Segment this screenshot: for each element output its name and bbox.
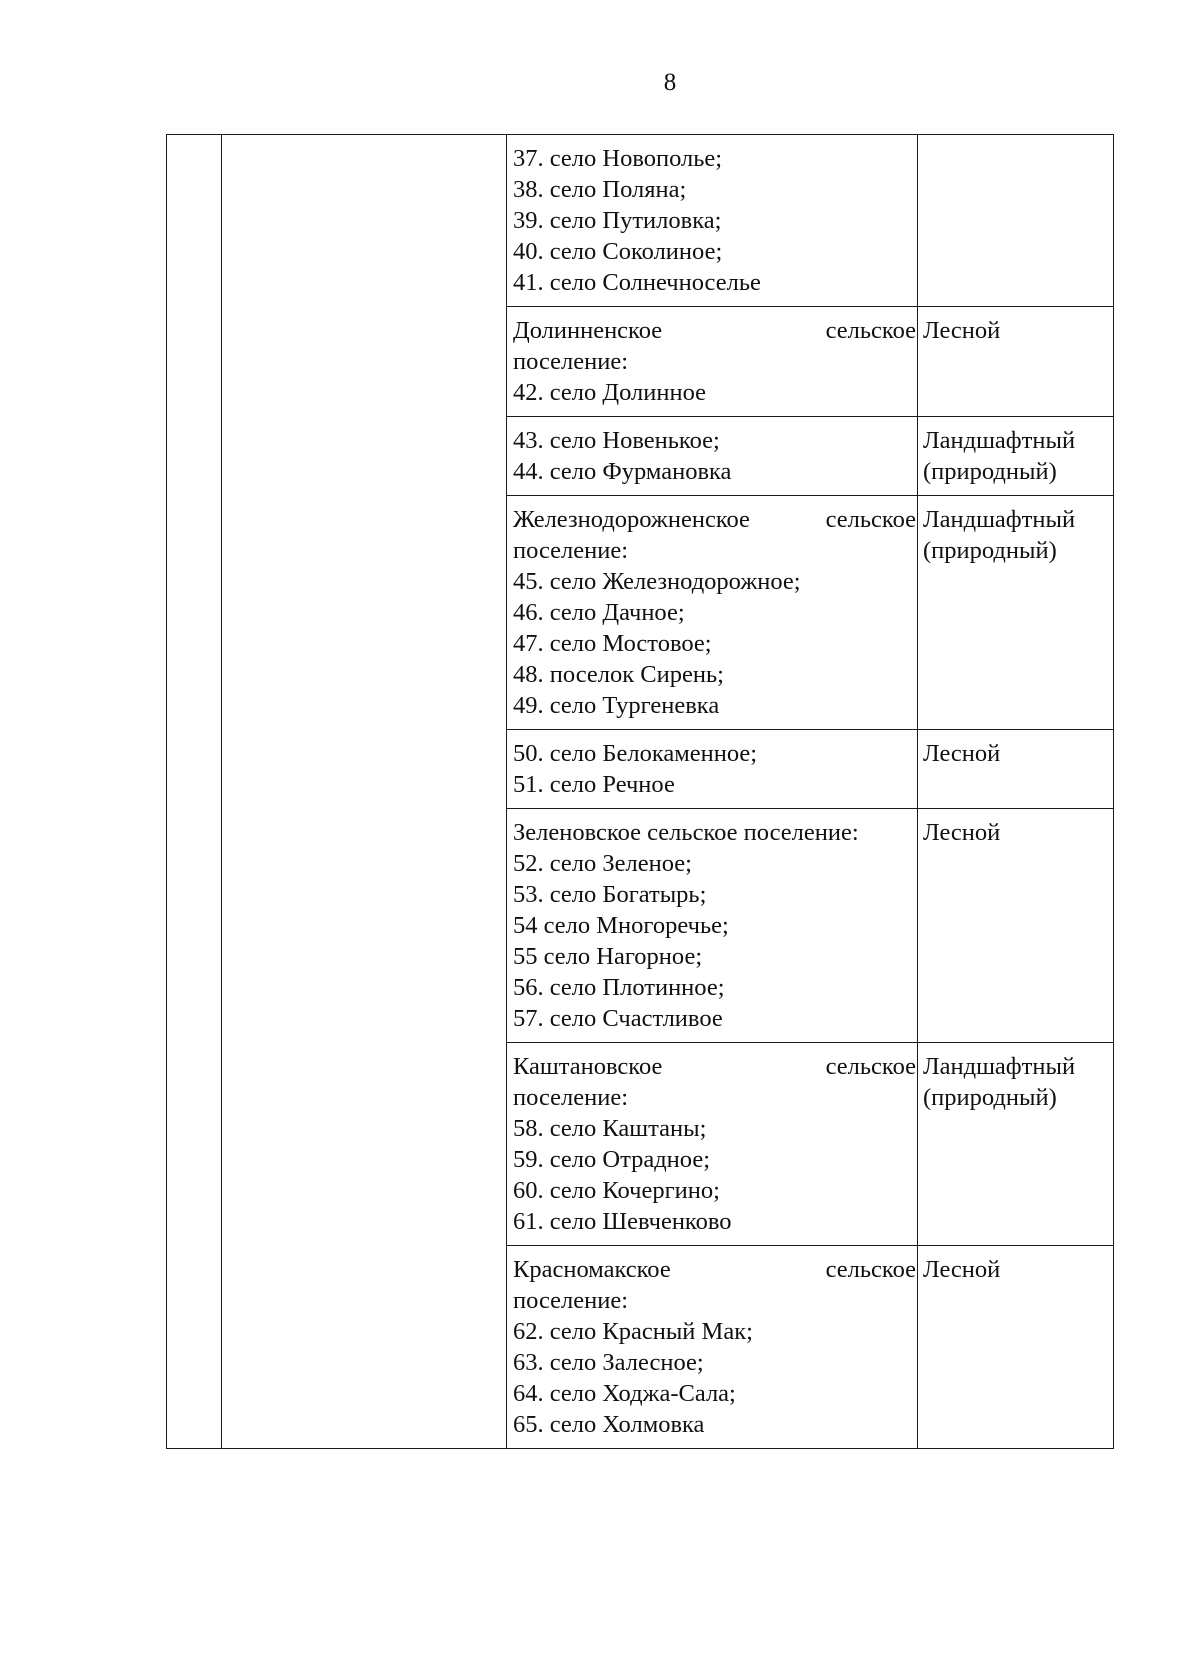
type-label: (природный) [923,458,1057,485]
settlement-heading-continued: поселение: [513,537,629,564]
type-label: Ландшафтный [923,427,1076,454]
list-item: 44. село Фурмановка [513,458,732,485]
list-item: 38. село Поляна; [513,176,687,203]
settlement-heading [513,315,916,346]
first-column-cell [167,135,222,1449]
list-item: 42. село Долинное [513,379,707,406]
list-item: 43. село Новенькое; [513,427,720,454]
settlements-cell [507,1246,918,1449]
settlements-table [166,134,1114,1449]
list-item: 64. село Ходжа-Сала; [513,1380,736,1407]
settlement-heading-continued: поселение: [513,1287,629,1314]
type-label: (природный) [923,1084,1057,1111]
list-item: 56. село Плотинное; [513,974,725,1001]
list-item: 45. село Железнодорожное; [513,568,801,595]
settlement-heading [513,1254,916,1285]
heading-right-word: сельское [825,317,916,344]
settlements-cell [507,307,918,417]
type-cell [918,496,1114,730]
settlements-cell [507,417,918,496]
list-item: 60. село Кочергино; [513,1177,720,1204]
settlement-heading [513,504,916,535]
page-number: 8 [663,69,677,96]
settlement-heading-continued: поселение: [513,1084,629,1111]
type-label: Ландшафтный [923,1053,1076,1080]
type-cell [918,417,1114,496]
list-item: 52. село Зеленое; [513,850,692,877]
list-item: 51. село Речное [513,771,675,798]
type-label: (природный) [923,537,1057,564]
list-item: 63. село Залесное; [513,1349,704,1376]
type-cell [918,135,1114,307]
type-label: Лесной [923,740,1001,767]
list-item: 48. поселок Сирень; [513,661,724,688]
list-item: 59. село Отрадное; [513,1146,711,1173]
list-item: 47. село Мостовое; [513,630,712,657]
settlements-cell [507,496,918,730]
list-item: 57. село Счастливое [513,1005,723,1032]
type-cell [918,809,1114,1043]
type-label: Лесной [923,1256,1001,1283]
type-label: Лесной [923,819,1001,846]
list-item: 41. село Солнечноселье [513,269,761,296]
type-label: Ландшафтный [923,506,1076,533]
heading-left-word: Каштановское [513,1053,663,1080]
settlements-cell [507,809,918,1043]
list-item: 39. село Путиловка; [513,207,722,234]
list-item: 46. село Дачное; [513,599,685,626]
table-body [167,135,1114,1449]
type-label: Лесной [923,317,1001,344]
settlements-cell [507,135,918,307]
settlements-cell [507,1043,918,1246]
heading-right-word: сельское [825,1053,916,1080]
list-item: 37. село Новополье; [513,145,723,172]
list-item: 54 село Многоречье; [513,912,729,939]
type-cell [918,730,1114,809]
list-item: 55 село Нагорное; [513,943,703,970]
list-item: 62. село Красный Мак; [513,1318,753,1345]
district-column-cell [222,135,507,1449]
list-item: 40. село Соколиное; [513,238,723,265]
list-item: 49. село Тургеневка [513,692,720,719]
settlement-heading: Зеленовское сельское поселение: [513,819,859,846]
list-item: 58. село Каштаны; [513,1115,707,1142]
heading-right-word: сельское [825,1256,916,1283]
table-row [167,135,1114,307]
list-item: 65. село Холмовка [513,1411,705,1438]
settlements-cell [507,730,918,809]
type-cell [918,1246,1114,1449]
heading-left-word: Красномакское [513,1256,671,1283]
list-item: 53. село Богатырь; [513,881,707,908]
list-item: 61. село Шевченково [513,1208,732,1235]
settlement-heading [513,1051,916,1082]
type-cell [918,1043,1114,1246]
list-item: 50. село Белокаменное; [513,740,758,767]
heading-left-word: Долинненское [513,317,663,344]
heading-right-word: сельское [825,506,916,533]
heading-left-word: Железнодорожненское [513,506,750,533]
settlement-heading-continued: поселение: [513,348,629,375]
type-cell [918,307,1114,417]
